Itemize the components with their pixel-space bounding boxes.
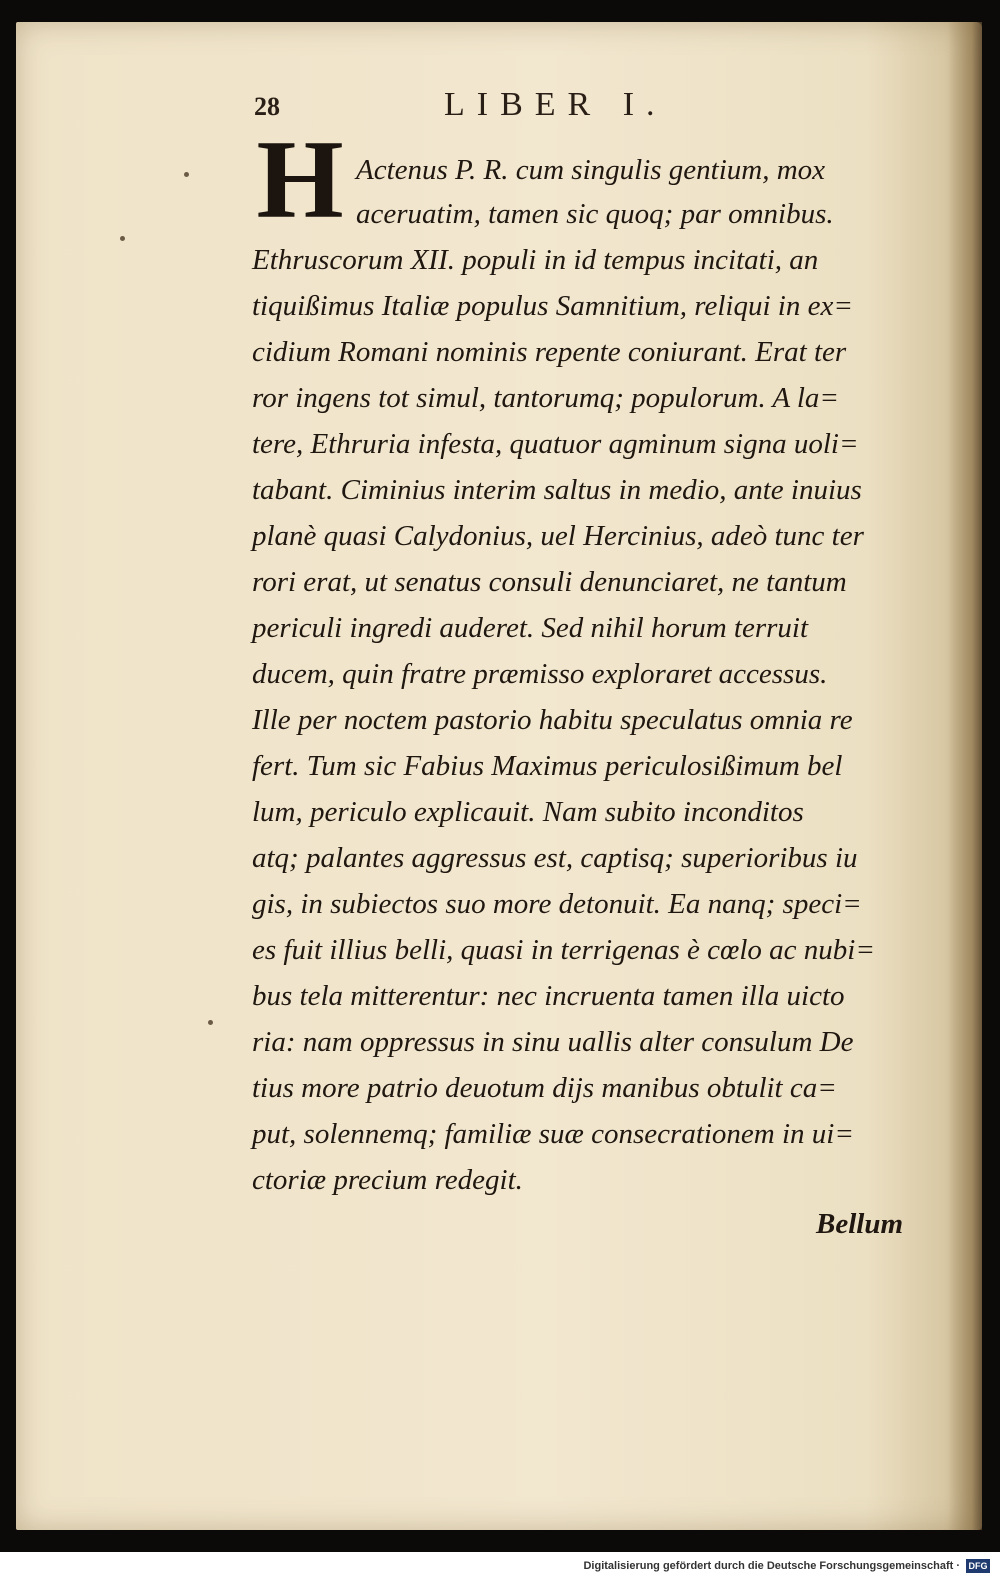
text-line: cidium Romani nominis repente coniurant. Erat ter (252, 336, 847, 368)
decorated-initial: H (256, 118, 344, 242)
dfg-logo-icon: DFG (966, 1559, 990, 1573)
text-line: Ethruscorum XII. populi in id tempus incitati, an (252, 244, 819, 276)
catchword: Bellum (816, 1208, 904, 1240)
text-line: Ille per noctem pastorio habitu speculatus omnia re (252, 704, 853, 736)
text-line: gis, in subiectos suo more detonuit. Ea nanq; speci= (252, 888, 862, 920)
text-line: periculi ingredi auderet. Sed nihil horum terruit (252, 612, 809, 644)
text-line: ror ingens tot simul, tantorumq; populorum. A la= (252, 382, 839, 414)
page-number: 28 (254, 92, 280, 121)
text-line: es fuit illius belli, quasi in terrigenas è cœlo ac nubi= (252, 934, 875, 966)
running-head (254, 86, 914, 126)
text-line: lum, periculo explicauit. Nam subito inconditos (252, 796, 804, 828)
text-line: rori erat, ut senatus consuli denunciaret, ne tantum (252, 566, 847, 598)
margin-speck (184, 172, 189, 177)
page-edge-shadow (948, 22, 982, 1530)
text-line: ducem, quin fratre præmisso exploraret accessus. (252, 658, 828, 690)
text-line: tiquißimus Italiæ populus Samnitium, reliqui in ex= (252, 290, 853, 322)
margin-speck (120, 236, 125, 241)
text-line: tius more patrio deuotum dijs manibus obtulit ca= (252, 1072, 837, 1104)
text-line: put, solennemq; familiæ suæ consecrationem in ui= (252, 1118, 854, 1150)
funding-notice: Digitalisierung gefördert durch die Deutsche Forschungsgemeinschaft · (583, 1560, 960, 1572)
digitization-footer (0, 1552, 1000, 1584)
text-line: bus tela mitterentur: nec incruenta tamen illa uicto (252, 980, 845, 1012)
text-line: tere, Ethruria infesta, quatuor agminum signa uoli= (252, 428, 859, 460)
text-line: fert. Tum sic Fabius Maximus periculosißimum bel (252, 750, 843, 782)
text-line: atq; palantes aggressus est, captisq; superioribus iu (252, 842, 858, 874)
text-line: tabant. Ciminius interim saltus in medio, ante inuius (252, 474, 862, 506)
text-line: ria: nam oppressus in sinu uallis alter consulum De (252, 1026, 854, 1058)
text-line: planè quasi Calydonius, uel Hercinius, adeò tunc ter (252, 520, 864, 552)
running-title: LIBER I. (444, 86, 667, 123)
text-line: aceruatim, tamen sic quoq; par omnibus. (356, 198, 834, 230)
text-line: ctoriæ precium redegit. (252, 1164, 523, 1196)
margin-speck (208, 1020, 213, 1025)
text-line: Actenus P. R. cum singulis gentium, mox (356, 154, 826, 186)
